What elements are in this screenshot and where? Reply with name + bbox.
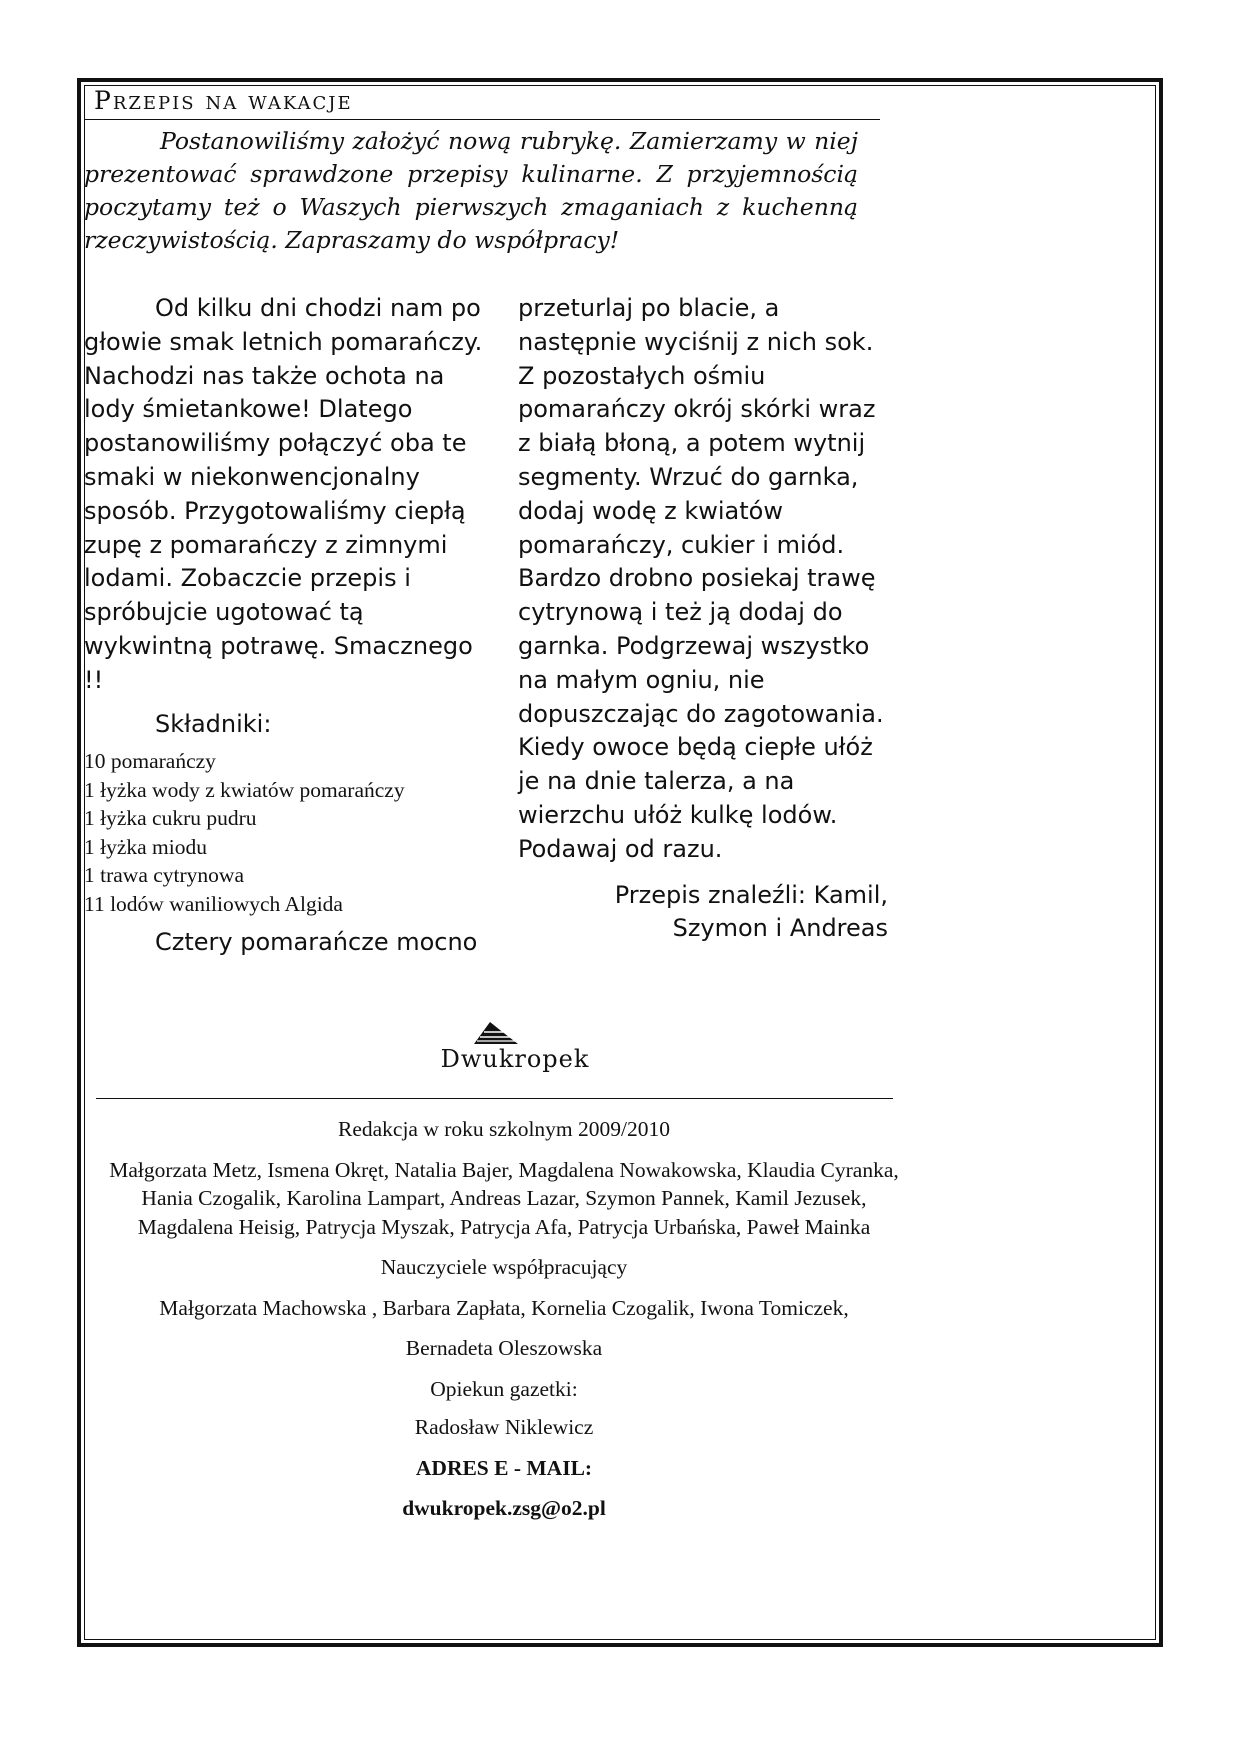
ingredient-item: 11 lodów waniliowych Algida	[84, 891, 343, 916]
logo-text: Dwukropek	[440, 1045, 590, 1073]
ingredients-heading: Składniki:	[155, 709, 272, 738]
footer-divider	[96, 1098, 893, 1099]
article-left-column	[84, 292, 484, 960]
email-heading	[100, 1454, 908, 1483]
teachers-heading: Nauczyciele współpracujący	[380, 1255, 628, 1279]
editors-list: Małgorzata Metz, Ismena Okręt, Natalia Bajer, Magdalena Nowakowska, Klaudia Cyranka, Hania Czogalik, Karolina Lampart, Andreas Lazar, Szymon Pannek, Kamil Jezusek, Magdalena Heisig, Patrycja Myszak, Patrycja Afa, Patrycja Urbańska, Paweł Mainka	[109, 1157, 899, 1239]
recipe-credit: Przepis znaleźli: Kamil, Szymon i Andreas	[614, 880, 888, 943]
masthead-footer	[100, 1115, 908, 1535]
email-heading-text: ADRES E - MAIL:	[415, 1455, 593, 1480]
teachers-list: Małgorzata Machowska , Barbara Zapłata, Kornelia Czogalik, Iwona Tomiczek,	[159, 1295, 849, 1320]
ingredient-item: 1 łyżka wody z kwiatów pomarańczy	[84, 777, 405, 802]
article-paragraph-2-start: Cztery pomarańcze mocno	[155, 928, 478, 957]
article-right-column	[518, 292, 888, 946]
article-paragraph-1: Od kilku dni chodzi nam po głowie smak letnich pomarańczy. Nachodzi nas także ochota na lody śmietankowe! Dlatego postanowiliśmy połączyć oba te smaki w niekonwencjonalny sposób. Przygotowaliśmy ciepłą zupę z pomarańczy z zimnymi lodami. Zobaczcie przepis i spróbujcie ugotować tą wykwintną potrawę. Smacznego !!	[84, 294, 483, 694]
ingredients-list	[84, 747, 484, 918]
title-divider	[84, 119, 880, 120]
article-paragraph-3: Bardzo drobno posiekaj trawę cytrynową i też ją dodaj do garnka. Podgrzewaj wszystko na małym ogniu, nie dopuszczając do zagotowania. Kiedy owoce będą ciepłe ułóż je na dnie talerza, a na wierzchu ułóż kulkę lodów. Podawaj od razu.	[518, 564, 884, 863]
ingredient-item: 1 łyżka cukru pudru	[84, 806, 257, 831]
dwukropek-logo-icon	[460, 1018, 530, 1046]
email-address[interactable]	[100, 1494, 908, 1523]
ingredient-item: 1 trawa cytrynowa	[84, 863, 244, 888]
ingredient-item: 10 pomarańczy	[84, 749, 216, 774]
article-paragraph-2-rest: przeturlaj po blacie, a następnie wyciśnij z nich sok. Z pozostałych ośmiu pomarańczy okrój skórki wraz z białą błoną, a potem wytnij segmenty. Wrzuć do garnka, dodaj wodę z kwiatów pomarańczy, cukier i miód.	[518, 294, 876, 559]
section-title: Przepis na wakacje	[94, 86, 353, 115]
teacher-extra: Bernadeta Oleszowska	[405, 1336, 603, 1360]
intro-paragraph: Postanowiliśmy założyć nową rubrykę. Zamierzamy w niej prezentować sprawdzone przepisy kulinarne. Z przyjemnością poczytamy też o Waszych pierwszych zmaganiach z kuchenną rzeczywistością. Zapraszamy do współpracy!	[84, 127, 858, 254]
ingredient-item: 1 łyżka miodu	[84, 834, 208, 859]
editorial-heading: Redakcja w roku szkolnym 2009/2010	[337, 1117, 670, 1141]
supervisor-name: Radosław Niklewicz	[414, 1415, 594, 1439]
supervisor-heading: Opiekun gazetki:	[430, 1376, 578, 1401]
email-address-text[interactable]: dwukropek.zsg@o2.pl	[402, 1496, 606, 1520]
